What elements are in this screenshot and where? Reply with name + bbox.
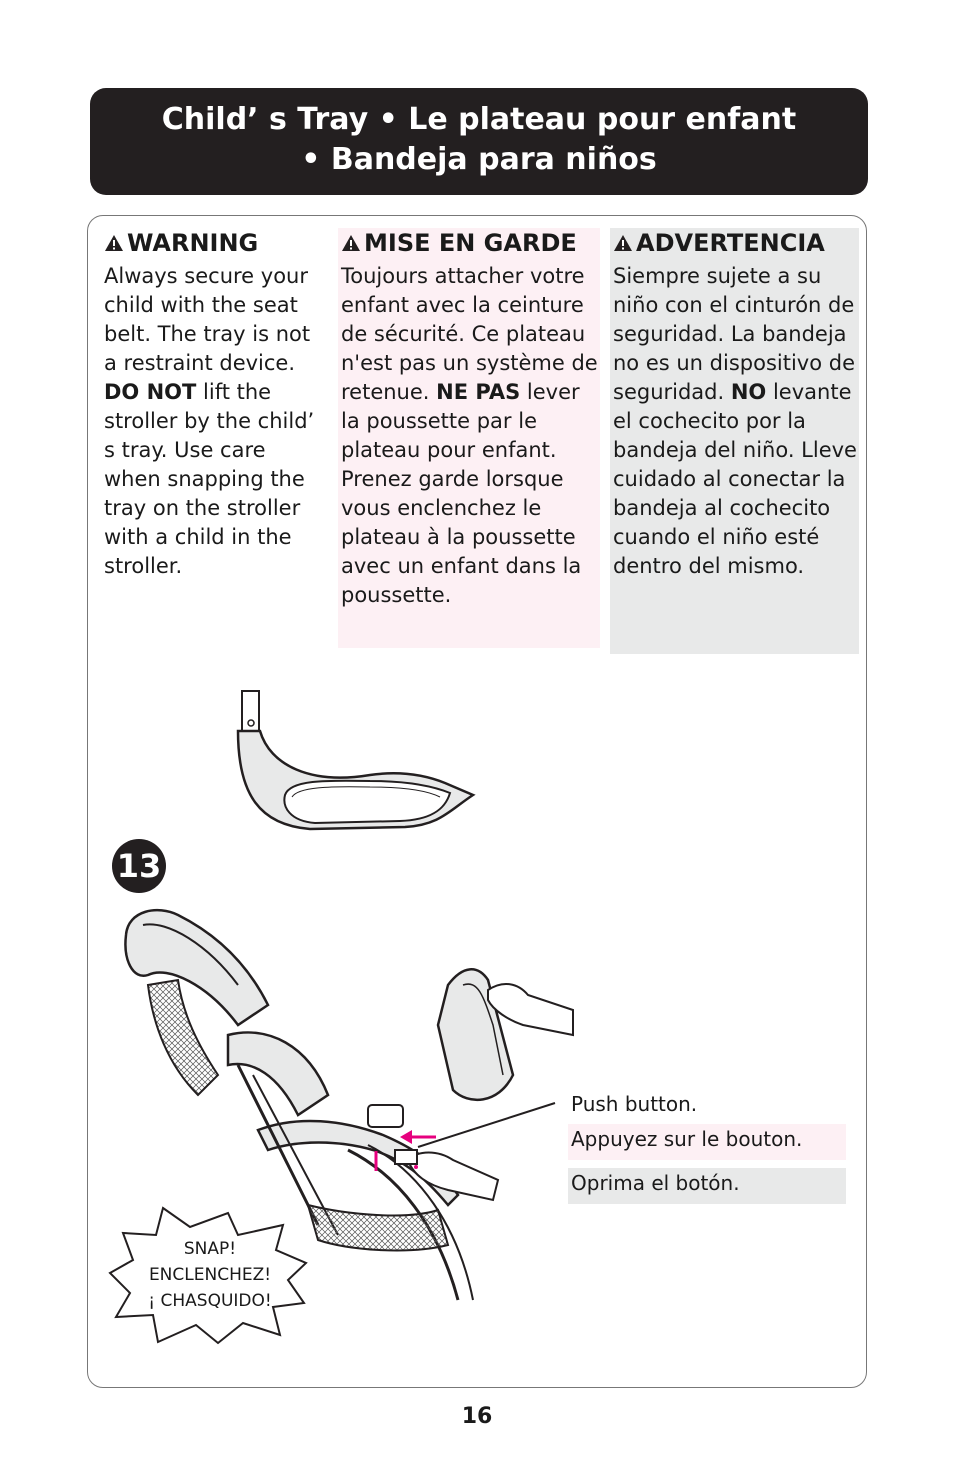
warning-title-en: WARNING [127,229,259,257]
warning-spanish [610,228,859,654]
warning-french [338,228,600,648]
step-number-badge: 13 [112,839,166,893]
section-title-line1: Child’ s Tray • Le plateau pour enfant [161,102,797,137]
section-header [90,88,868,195]
warning-body-en: Always secure your child with the seat belt. The tray is not a restraint device. DO NOT lift the stroller by the child’ s tray. Use care when snapping the tray on the stroller with a child in the stroller. [104,264,315,578]
warning-title-es: ADVERTENCIA [636,229,825,257]
warning-emphasis-es: NO [730,380,767,404]
section-title-line2: • Bandeja para niños [301,142,657,177]
warning-title-fr: MISE EN GARDE [364,229,577,257]
caption-push-button-fr: Appuyez sur le bouton. [568,1124,846,1160]
snap-text-es: ¡ CHASQUIDO! [148,1291,272,1311]
snap-text [128,1236,292,1314]
warning-english [104,228,326,581]
warning-body-es: Siempre sujete a su niño con el cinturón de seguridad. La bandeja no es un dispositivo de seguridad. NO levante el cochecito por la bandeja del niño. Lleve cuidado al conectar la bandeja al cochecito cuando el niño esté dentro del mismo. [613,264,857,578]
warning-heading-fr [341,228,600,258]
warning-triangle-icon [613,234,633,252]
snap-text-fr: ENCLENCHEZ! [148,1265,272,1285]
warning-heading-es [613,228,859,258]
caption-push-button-es: Oprima el botón. [568,1168,846,1204]
warning-heading-en [104,228,326,258]
snap-text-en: SNAP! [183,1239,237,1259]
warning-emphasis-fr: NE PAS [436,380,521,404]
warning-triangle-icon [104,234,124,252]
page-number: 16 [461,1404,493,1429]
warning-body-fr: Toujours attacher votre enfant avec la ceinture de sécurité. Ce plateau n'est pas un système de retenue. NE PAS lever la poussette par le plateau pour enfant. Prenez garde lorsque vous enclenchez le plateau à la poussette avec un enfant dans la poussette. [341,264,598,607]
caption-push-button-en: Push button. [571,1092,698,1116]
child-tray-illustration [230,685,480,835]
warning-emphasis-en: DO NOT [104,380,197,404]
warning-triangle-icon [341,234,361,252]
